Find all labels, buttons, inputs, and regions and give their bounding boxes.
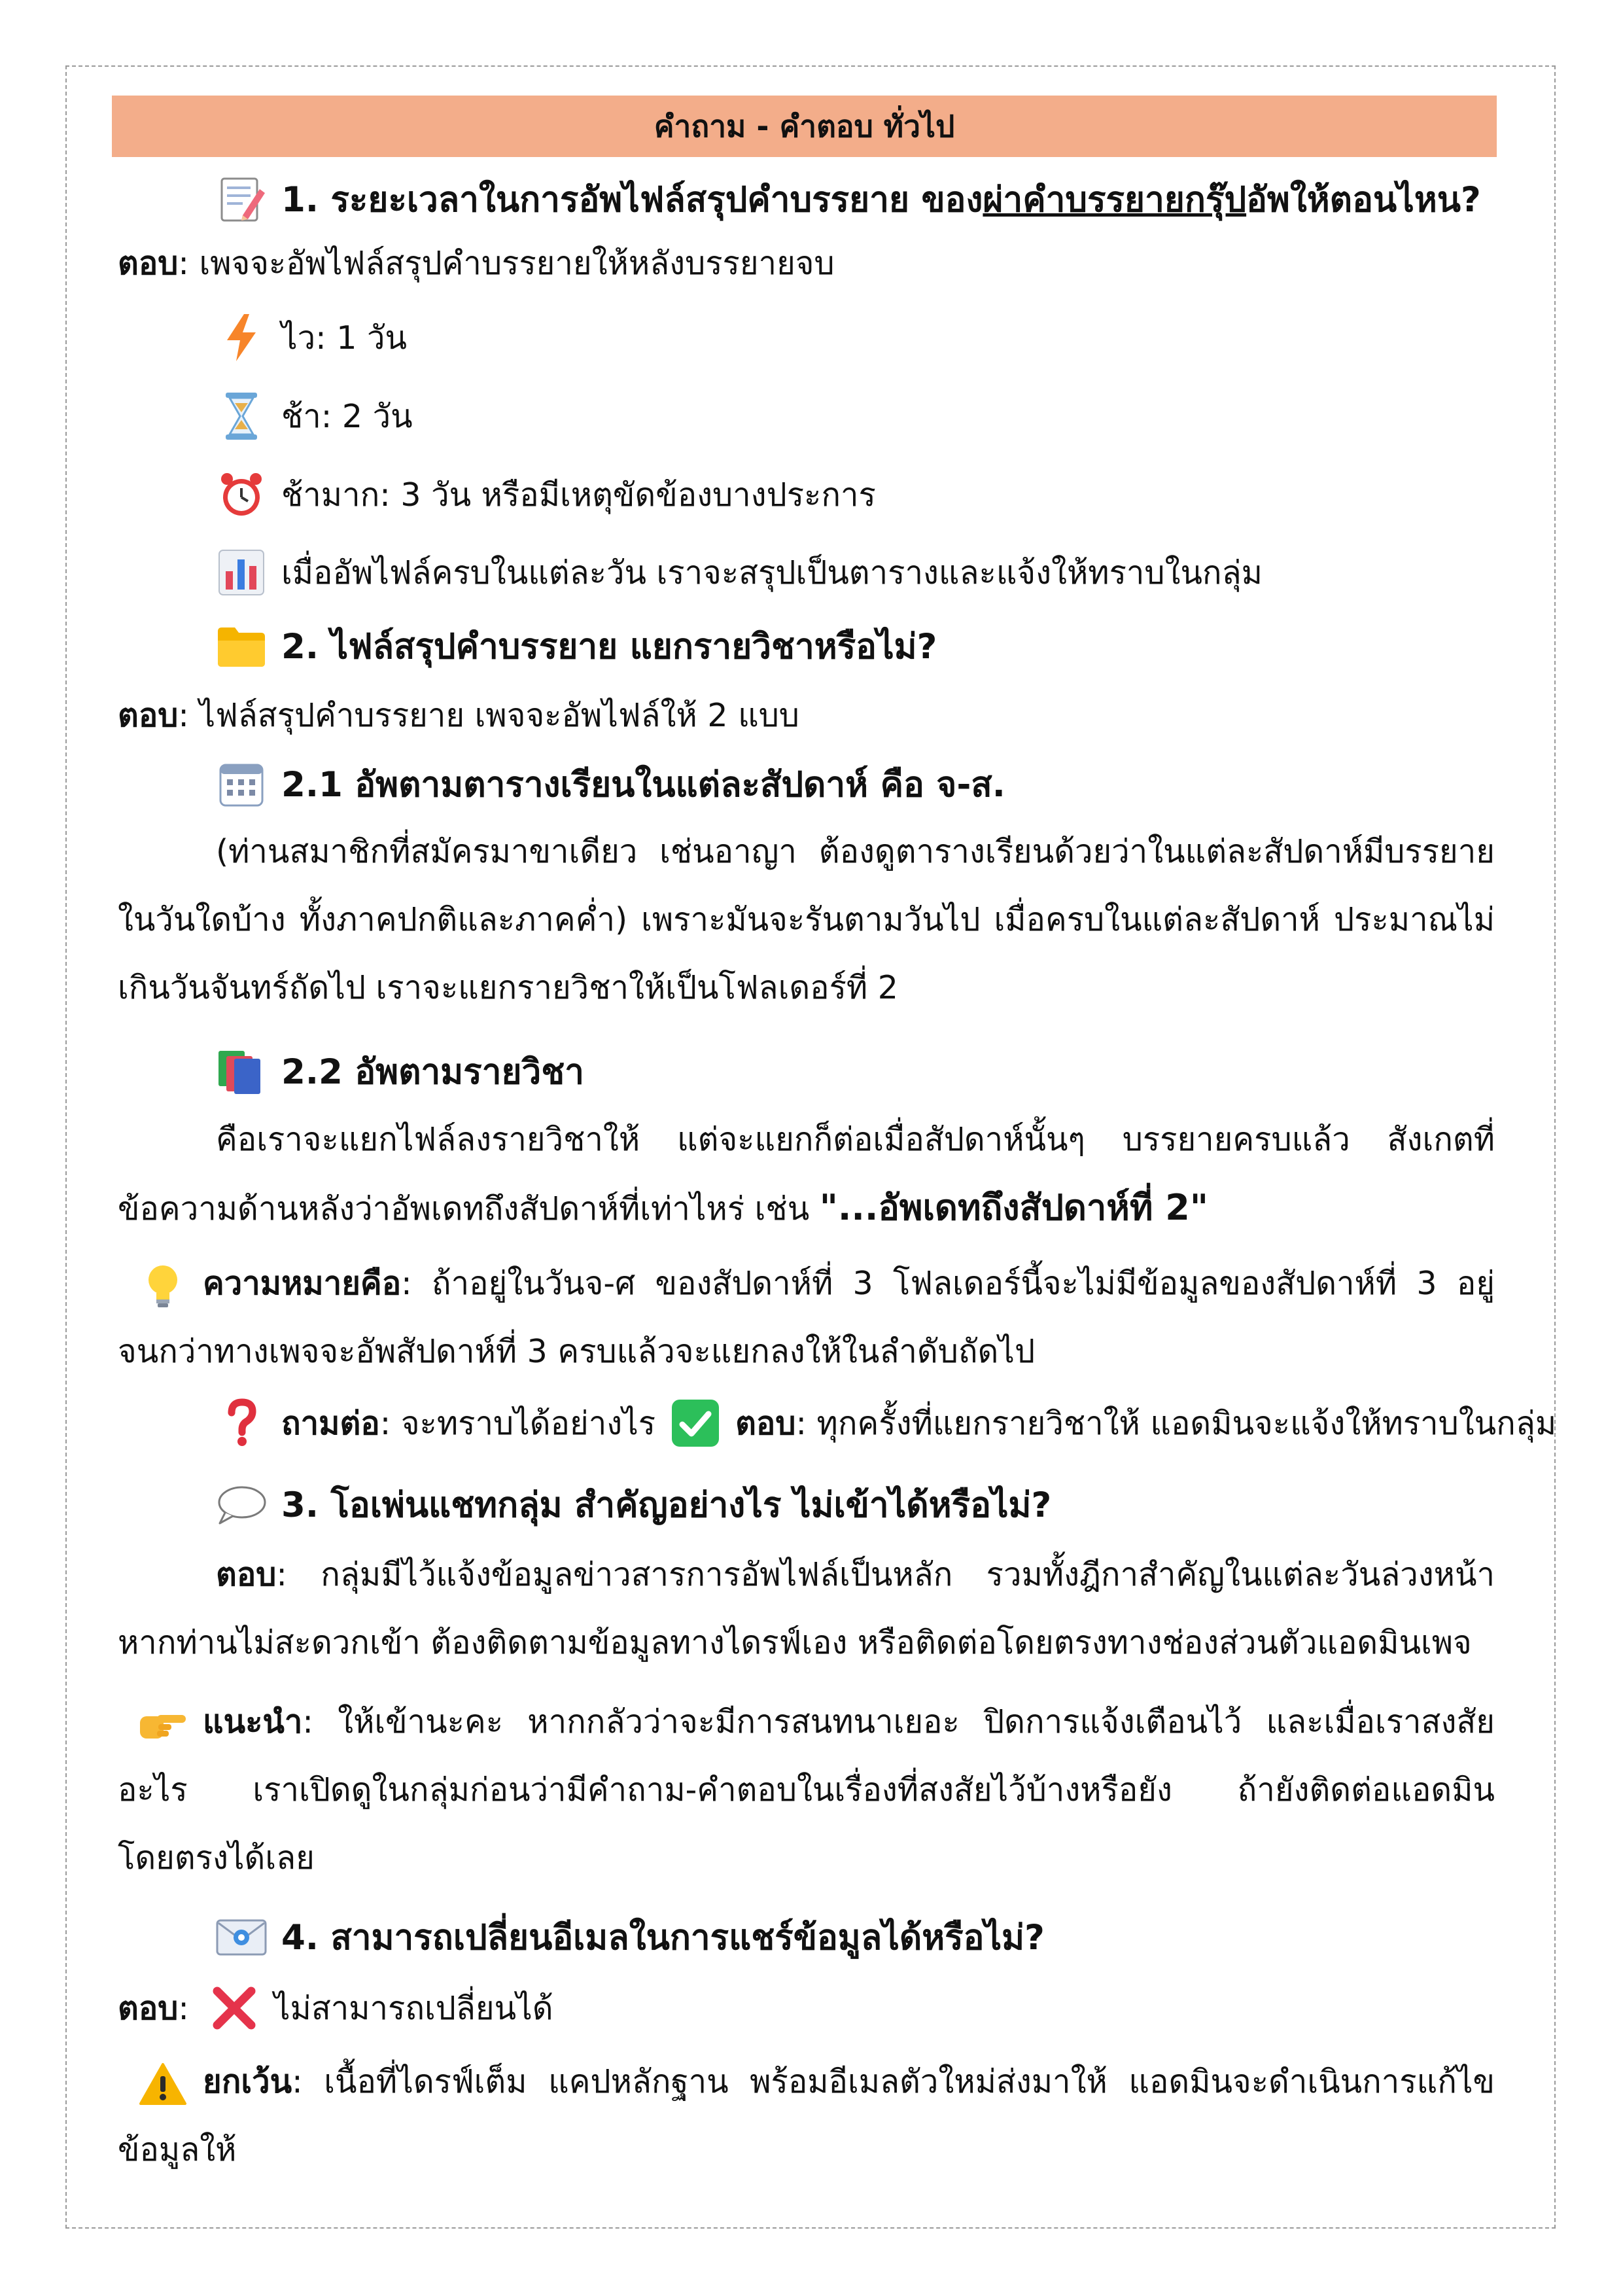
summary-note: เมื่ออัพไฟล์ครบในแต่ละวัน เราจะสรุปเป็นตารางและแจ้งให้ทราบในกลุ่ม xyxy=(216,540,1263,605)
hourglass-icon xyxy=(216,391,267,442)
envelope-icon xyxy=(216,1912,267,1963)
meaning-note: ความหมายคือ: ถ้าอยู่ในวันจ-ศ ของสัปดาห์ที่ 3 โฟลเดอร์นี้จะไม่มีข้อมูลของสัปดาห์ที่ 3 อยู่จนกว่าทางเพจจะอัพสัปดาห์ที่ 3 ครบแล้วจะแยกลงให้ในลำดับถัดไป xyxy=(118,1250,1495,1386)
question-1-answer: ตอบ : เพจจะอัพไฟล์สรุปคำบรรยายให้หลังบรรยายจบ xyxy=(118,230,835,296)
question-2-answer: ตอบ : ไฟล์สรุปคำบรรยาย เพจจะอัพไฟล์ให้ 2 แบบ xyxy=(118,682,799,748)
speech-bubble-icon xyxy=(216,1479,267,1530)
answer-label: ตอบ xyxy=(118,697,179,734)
question-mark-icon xyxy=(216,1398,267,1449)
pointing-hand-icon xyxy=(137,1699,188,1750)
lightning-icon xyxy=(216,312,267,363)
question-4-title: 4. สามารถเปลี่ยนอีเมลในการแชร์ข้อมูลได้หรือไม่? xyxy=(216,1905,1045,1970)
question-3-title: 3. โอเพ่นแชทกลุ่ม สำคัญอย่างไร ไม่เข้าได้หรือไม่? xyxy=(216,1472,1051,1538)
section-2-2-text: คือเราจะแยกไฟล์ลงรายวิชาให้ แต่จะแยกก็ต่อเมื่อสัปดาห์นั้นๆ บรรยายครบแล้ว สังเกตที่ข้อความด้านหลังว่าอัพเดทถึงสัปดาห์ที่เท่าไหร่ เช่น "...อัพเดทถึงสัปดาห์ที่ 2" xyxy=(118,1121,1495,1228)
answer-label: ตอบ xyxy=(118,245,179,282)
speed-fast: ไว: 1 วัน xyxy=(216,305,407,370)
page-title: คำถาม - คำตอบ ทั่วไป xyxy=(112,96,1497,157)
bar-chart-icon xyxy=(216,547,267,598)
advice-note: แนะนำ: ให้เข้านะคะ หากกลัวว่าจะมีการสนทนาเยอะ ปิดการแจ้งเตือนไว้ และเมื่อเราสงสัยอะไร เราเปิดดูในกลุ่มก่อนว่ามีคำถาม-คำตอบในเรื่องที่สงสัยไว้บ้างหรือยัง ถ้ายังติดต่อแอดมินโดยตรงได้เลย xyxy=(118,1688,1495,1892)
alarm-clock-icon xyxy=(216,469,267,520)
memo-icon xyxy=(216,174,267,225)
exception-note: ยกเว้น: เนื้อที่ไดรฟ์เต็ม แคปหลักฐาน พร้อมอีเมลตัวใหม่ส่งมาให้ แอดมินจะดำเนินการแก้ไขข้อมูลให้ xyxy=(118,2048,1495,2184)
calendar-icon xyxy=(216,759,267,810)
lightbulb-icon xyxy=(137,1260,188,1311)
update-example: "...อัพเดทถึงสัปดาห์ที่ 2" xyxy=(819,1187,1208,1228)
section-2-2-title: 2.2 อัพตามรายวิชา xyxy=(216,1039,584,1104)
question-1-title: 1. ระยะเวลาในการอัพไฟล์สรุปคำบรรยาย ของ ผ่าคำบรรยายกรุ๊ป อัพให้ตอนไหน? xyxy=(216,167,1481,232)
question-3-answer: ตอบ: กลุ่มมีไว้แจ้งข้อมูลข่าวสารการอัพไฟล์เป็นหลัก รวมทั้งฎีกาสำคัญในแต่ละวันล่วงหน้า หากท่านไม่สะดวกเข้า ต้องติดตามข้อมูลทางไดรฟ์เอง หรือติดต่อโดยตรงทางช่องส่วนตัวแอดมินเพจ xyxy=(118,1556,1495,1661)
speed-slow: ช้า: 2 วัน xyxy=(216,383,413,449)
section-2-1-text: (ท่านสมาชิกที่สมัครมาขาเดียว เช่นอาญา ต้องดูตารางเรียนด้วยว่าในแต่ละสัปดาห์มีบรรยายในวันใดบ้าง ทั้งภาคปกติและภาคค่ำ) เพราะมันจะรันตามวันไป เมื่อครบในแต่ละสัปดาห์ ประมาณไม่เกินวันจันทร์ถัดไป เราจะแยกรายวิชาให้เป็นโฟลเดอร์ที่ 2 xyxy=(118,833,1495,1006)
followup-question: ถามต่อ : จะทราบได้อย่างไร ตอบ : ทุกครั้งที่แยกรายวิชาให้ แอดมินจะแจ้งให้ทราบในกลุ่ม xyxy=(216,1387,1556,1459)
checkmark-icon xyxy=(670,1398,721,1449)
answer-label: ตอบ xyxy=(118,1990,179,2027)
question-2-title: 2. ไฟล์สรุปคำบรรยาย แยกรายวิชาหรือไม่? xyxy=(216,614,937,679)
question-4-answer: ตอบ : ไม่สามารถเปลี่ยนได้ xyxy=(118,1975,553,2041)
folder-icon xyxy=(216,621,267,672)
answer-label: ตอบ xyxy=(216,1556,277,1593)
books-icon xyxy=(216,1046,267,1097)
warning-icon xyxy=(137,2058,188,2110)
speed-very-slow: ช้ามาก: 3 วัน หรือมีเหตุขัดข้องบางประการ xyxy=(216,462,876,527)
section-2-1-title: 2.1 อัพตามตารางเรียนในแต่ละสัปดาห์ คือ จ-ส. xyxy=(216,752,1005,817)
cross-mark-icon xyxy=(209,1983,260,2034)
